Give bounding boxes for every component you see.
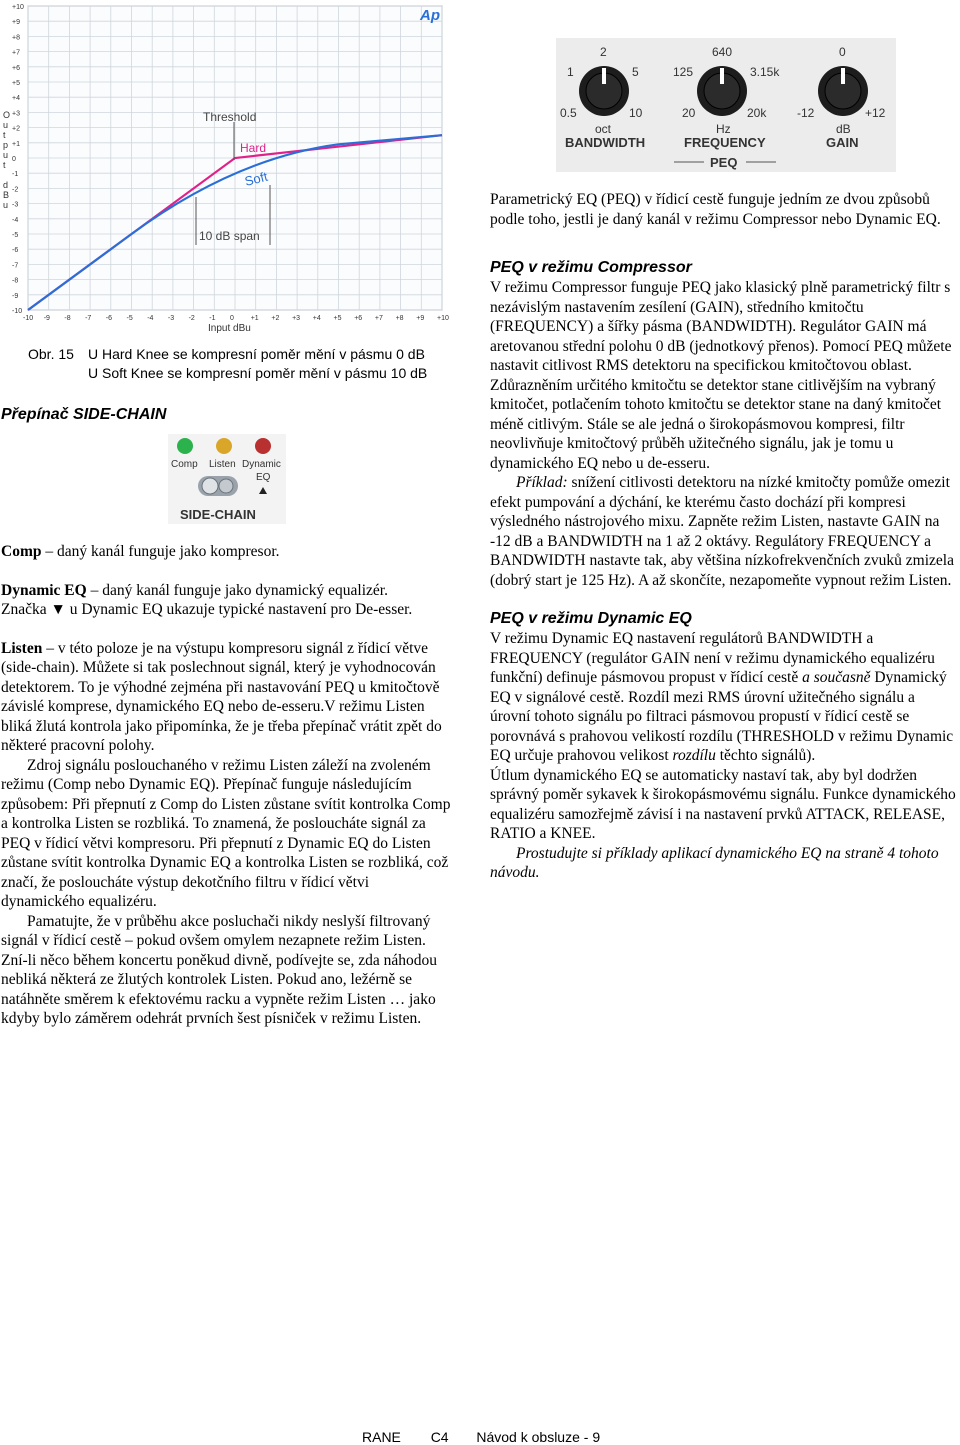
heading-compressor: PEQ v režimu Compressor <box>490 259 692 276</box>
x-tick-label: +9 <box>416 315 425 322</box>
dyn-term: Dynamic EQ <box>1 581 87 599</box>
y-tick-label: -8 <box>12 277 19 285</box>
bw-bottom-right: 10 <box>629 106 643 120</box>
x-tick-label: +4 <box>312 315 321 322</box>
y-axis-label-char: O <box>3 110 11 120</box>
page-footer <box>362 1429 600 1445</box>
x-tick-label: +5 <box>333 315 342 322</box>
dynamic-led-icon <box>255 438 271 454</box>
graph-logo: Ap <box>420 7 440 24</box>
right-intro: Parametrický EQ (PEQ) v řídicí cestě funguje jedním ze dvou způsobů podle toho, jestli je daný kanál v režimu Compressor nebo Dynamic EQ. <box>490 191 941 228</box>
y-axis-label-char: u <box>3 200 9 210</box>
peq-knob-panel <box>556 38 896 172</box>
example-label: Příklad: <box>516 474 568 491</box>
y-tick-label: +9 <box>12 19 20 27</box>
freq-left: 125 <box>673 65 694 79</box>
y-axis-label-char: u <box>3 120 9 130</box>
deesser-marker-icon <box>259 487 267 494</box>
y-axis-label-char: B <box>3 190 10 200</box>
caption-line-1: U Hard Knee se kompresní poměr mění v pásmu 0 dB <box>88 346 425 362</box>
freq-right: 3.15k <box>750 65 780 79</box>
bw-top: 2 <box>600 45 607 59</box>
x-tick-label: +7 <box>374 315 383 322</box>
dyn-part-b: Dynamický EQ v signálové cestě. Rozdíl mezi RMS úrovní užitečného signálu a úrovní tohoto signálu po filtraci pásmovou propustí v řídicí cestě se porovnává s prahovou velikostí rozdílu (THRESHOLD v režimu Dynamic EQ určuje prahovou velikost <box>490 669 954 764</box>
y-tick-label: -9 <box>12 292 19 300</box>
dyn-note: Značka ▼ u Dynamic EQ ukazuje typické nastavení pro De-esser. <box>1 601 413 618</box>
y-tick-label: +8 <box>12 34 20 42</box>
reference-para: Prostudujte si příklady aplikací dynamického EQ na straně 4 tohoto návodu. <box>490 844 939 881</box>
peq-group-label: PEQ <box>710 155 738 170</box>
caption-line-2: U Soft Knee se kompresní poměr mění v pásmu 10 dB <box>88 365 428 381</box>
y-tick-label: -2 <box>12 186 19 194</box>
y-tick-label: +7 <box>12 49 20 57</box>
x-tick-label: -1 <box>209 315 216 322</box>
comp-text: – daný kanál funguje jako kompresor. <box>41 543 280 560</box>
sidechain-panel <box>168 434 286 524</box>
left-column <box>1 542 455 1029</box>
x-tick-label: +3 <box>292 315 301 322</box>
dyn-italic-a: a současně <box>802 669 871 686</box>
bw-right: 5 <box>632 65 639 79</box>
knee-graph <box>0 0 450 340</box>
x-tick-label: -8 <box>64 315 71 322</box>
sidechain-panel-label: SIDE-CHAIN <box>180 507 256 522</box>
led-label-eq: EQ <box>256 472 271 483</box>
x-tick-label: -6 <box>105 315 113 322</box>
comp-led-icon <box>177 438 193 454</box>
compressor-para: V režimu Compressor funguje PEQ jako klasický plně parametrický filtr s nezávislým nastavením zesílení (GAIN), středního kmitočtu (FREQUENCY) a šířky pásma (BANDWIDTH). Regulátor GAIN má aretovanou střední polohu 0 dB (jednotkový přenos). Pomocí PEQ můžete nastavit citlivost RMS detektoru na specifickou kmitočtovou oblast. Zdůrazněním určitého kmitočtu se detektor stane citlivějším na vybraný kmitočet, potlačením tohoto kmitočtu se detektor stane na daný kmitočet méně citlivým. Stále se ale jedná o širokopásmovou kompresi, filtr neovlivňuje kmitočtový průběh užitečného signálu, jak je tomu u dynamického EQ nebo u de-esseru. <box>490 279 952 472</box>
led-label-dynamic: Dynamic <box>242 459 281 470</box>
led-label-comp: Comp <box>171 459 198 470</box>
y-tick-label: +4 <box>12 95 20 103</box>
hard-label: Hard <box>240 141 267 155</box>
gain-bottom-right: +12 <box>865 106 886 120</box>
dyn-part-c: těchto signálů). <box>715 747 816 764</box>
x-tick-label: -5 <box>126 315 133 322</box>
sidechain-panel-art <box>168 434 286 524</box>
freq-bottom-right: 20k <box>747 106 767 120</box>
attenuation-para: Útlum dynamického EQ se automaticky nastaví tak, aby byl dodržen správný poměr sykavek k širokopásmovému signálu. Funkce dynamického equalizéru samozřejmě závisí i na nastavení prvků ATTACK, RELEASE, RATIO a KNEE. <box>490 766 956 842</box>
bandwidth-knob[interactable] <box>579 66 629 116</box>
y-tick-label: 0 <box>12 156 16 163</box>
y-tick-label: -3 <box>12 201 19 209</box>
peq-knob-art <box>556 38 896 172</box>
listen-desc <box>1 639 455 756</box>
led-label-listen: Listen <box>209 459 236 470</box>
gain-top: 0 <box>839 45 846 59</box>
example-para <box>490 473 958 590</box>
footer-page: Návod k obsluze - 9 <box>476 1429 601 1445</box>
comp-desc <box>1 542 455 562</box>
example-text: snížení citlivosti detektoru na nízké kmitočty pomůže omezit efekt pumpování a dýchání, ke kterému často dochází při kompresi výsledného nástrojového mixu. Zapněte režim Listen, nastavte GAIN na -12 dB a BANDWIDTH na 1 až 2 oktávy. Regulátory FREQUENCY a BANDWIDTH nastavte tak, aby většina nízkofrekvenčních zvuků zmizela (dobrý start je 125 Hz). A až skončíte, nezapomeňte vypnout režim Listen. <box>490 474 954 589</box>
bw-left: 1 <box>567 65 574 79</box>
x-tick-label: +2 <box>271 315 280 322</box>
listen-term: Listen <box>1 639 43 657</box>
y-tick-label: -1 <box>12 171 19 179</box>
x-tick-label: -3 <box>167 315 175 322</box>
y-tick-label: +1 <box>12 140 20 148</box>
bw-name: BANDWIDTH <box>565 135 646 150</box>
x-tick-label: +1 <box>250 315 259 322</box>
heading-dynamic-eq: PEQ v režimu Dynamic EQ <box>490 610 692 627</box>
y-axis-label-char: p <box>3 140 9 150</box>
sidechain-switch[interactable] <box>198 476 238 496</box>
y-tick-label: +2 <box>12 125 20 133</box>
listen-led-icon <box>216 438 232 454</box>
x-axis-label: Input dBu <box>208 323 251 334</box>
bw-unit: oct <box>595 122 612 136</box>
x-tick-label: 0 <box>230 315 234 322</box>
x-tick-label: -2 <box>188 315 195 322</box>
freq-unit: Hz <box>716 122 731 136</box>
listen-para-3: Pamatujte, že v průběhu akce posluchači nikdy neslyší filtrovaný signál v řídicí cestě – pokud ovšem omylem nezapnete režim Listen. Zní-li něco během koncertu poněkud divně, podívejte se, zda náhodou nebliká některá ze žlutých kontrolek Listen. Pokud ano, ležérně se natáhněte směrem k efektovému racku a vypněte režim Listen … jako kdyby bylo záměrem odehrát prvních šest písniček v režimu Listen. <box>1 912 438 1027</box>
y-tick-label: +6 <box>12 64 20 72</box>
span-label: 10 dB span <box>199 229 260 243</box>
y-tick-label: +3 <box>12 110 20 118</box>
x-tick-label: +10 <box>437 315 449 322</box>
freq-top: 640 <box>712 45 733 59</box>
right-column <box>490 190 958 883</box>
gain-bottom-left: -12 <box>797 106 815 120</box>
y-axis-label-char: d <box>3 180 9 190</box>
y-tick-label: +5 <box>12 80 20 87</box>
bw-bottom-left: 0.5 <box>560 106 577 120</box>
gain-name: GAIN <box>826 135 859 150</box>
dynamic-para <box>490 629 958 766</box>
y-tick-label: -5 <box>12 232 19 239</box>
x-tick-label: +8 <box>395 315 404 322</box>
gain-knob[interactable] <box>818 66 868 116</box>
y-axis-label-char: t <box>3 160 6 170</box>
freq-name: FREQUENCY <box>684 135 766 150</box>
y-axis-label-char: u <box>3 150 9 160</box>
y-tick-label: +10 <box>12 4 24 11</box>
dyn-italic-b: rozdílu <box>672 747 716 764</box>
footer-brand: RANE <box>362 1429 401 1445</box>
x-tick-label: -7 <box>85 315 92 322</box>
x-tick-label: -9 <box>43 315 50 322</box>
y-tick-label: -6 <box>12 247 19 255</box>
sidechain-heading: Přepínač SIDE-CHAIN <box>1 406 167 423</box>
y-tick-label: -7 <box>12 262 19 270</box>
dyn-desc <box>1 581 455 601</box>
dyn-part-a: V režimu Dynamic EQ nastavení regulátorů BANDWIDTH a FREQUENCY (regulátor GAIN není v režimu dynamického equalizéru funkční) definuje pásmovou propust v řídicí cestě <box>490 630 935 686</box>
footer-model: C4 <box>430 1429 449 1445</box>
frequency-knob[interactable] <box>697 66 747 116</box>
listen-para-2: Zdroj signálu poslouchaného v režimu Listen záleží na zvoleném režimu (Comp nebo Dynamic EQ). Přepínač funguje následujícím způsobem: Při přepnutí z Comp do Listen zůstane svítit kontrolka Comp a kontrolka Listen se rozbliká. To znamená, že posloucháte signál za PEQ v řídicí větvi kompresoru. Při přepnutí z Dynamic EQ do Listen zůstane svítit kontrolka Dynamic EQ a kontrolka Listen se rozbliká, což značí, že posloucháte výstup dekotčního filtru v řídicí větvi dynamického equalizéru. <box>1 756 451 910</box>
y-tick-label: -10 <box>12 308 23 315</box>
freq-bottom-left: 20 <box>682 106 696 120</box>
comp-term: Comp <box>1 543 42 560</box>
dyn-text: – daný kanál funguje jako dynamický equalizér. <box>86 581 388 599</box>
threshold-label: Threshold <box>203 110 257 124</box>
y-axis-label-char: t <box>3 130 6 140</box>
x-tick-label: +6 <box>354 315 363 322</box>
gain-unit: dB <box>836 122 851 136</box>
x-tick-label: -4 <box>147 315 154 322</box>
caption-prefix: Obr. 15 <box>28 346 74 362</box>
soft-label: Soft <box>243 168 270 189</box>
y-tick-label: -4 <box>12 216 19 224</box>
x-tick-label: -10 <box>23 315 34 322</box>
listen-text: – v této poloze je na výstupu kompresoru signál z řídicí větve (side-chain). Můžete si tak poslechnout signál, který je vyhodnocován detektorem. To je výhodné zejména při nastavování PEQ u kmitočtově závislé komprese, dynamického EQ nebo de-esseru.V režimu Listen bliká žlutá kontrola jako připomínka, že je třeba přepínač vrátit zpět do některé pracovní polohy. <box>1 639 442 754</box>
